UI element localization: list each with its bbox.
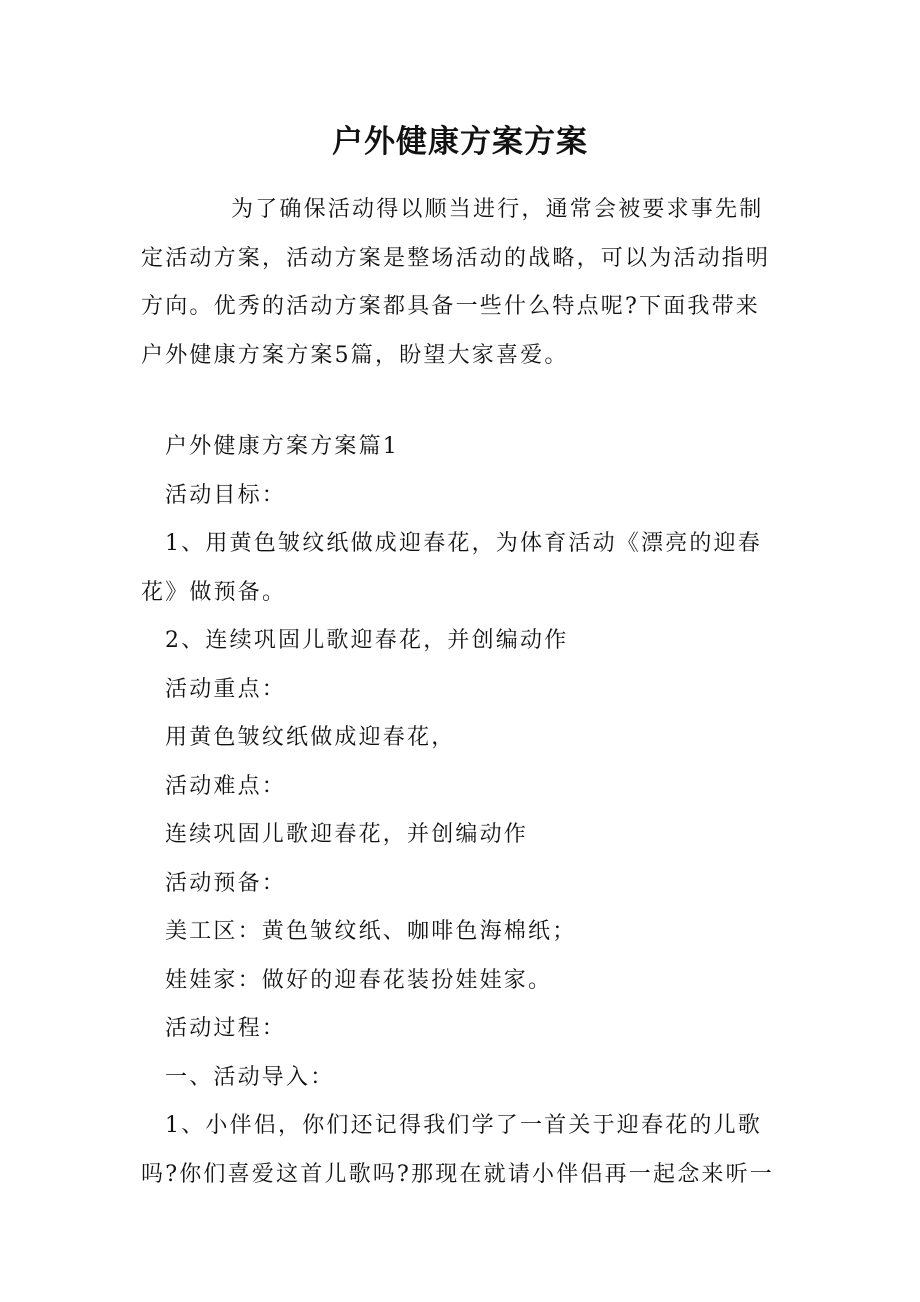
body-paragraph: 2、连续巩固儿歌迎春花，并创编动作	[165, 628, 569, 653]
body-paragraph: 美工区：黄色皱纹纸、咖啡色海棉纸；	[165, 919, 577, 944]
body-paragraph: 1、小伴侣，你们还记得我们学了一首关于迎春花的儿歌吗?你们喜爱这首儿歌吗?那现在就请小伴侣再一起念来听一	[141, 1113, 774, 1187]
body-paragraph: 用黄色皱纹纸做成迎春花，	[165, 725, 456, 750]
body-paragraph: 活动重点：	[165, 676, 287, 702]
body-paragraph: 活动目标：	[165, 482, 287, 508]
body-paragraph: 一、活动导入：	[165, 1064, 335, 1090]
body-paragraph: 活动过程：	[165, 1016, 287, 1041]
body-paragraph: 1、用黄色皱纹纸做成迎春花，为体育活动《漂亮的迎春花》做预备。	[141, 531, 762, 605]
body-paragraph: 连续巩固儿歌迎春花，并创编动作	[165, 822, 529, 847]
body-paragraph: 活动难点：	[165, 773, 287, 799]
body-paragraph: 活动预备：	[165, 870, 287, 896]
document-body	[141, 423, 783, 1199]
document-title: 户外健康方案方案	[332, 124, 588, 160]
body-paragraph: 娃娃家：做好的迎春花装扮娃娃家。	[165, 967, 553, 993]
intro-paragraph: 为了确保活动得以顺当进行，通常会被要求事先制定活动方案，活动方案是整场活动的战略，可以为活动指明方向。优秀的活动方案都具备一些什么特点呢?下面我带来户外健康方案方案5篇，盼望大家喜爱。	[141, 197, 771, 368]
section-heading: 户外健康方案方案篇1	[165, 434, 399, 459]
